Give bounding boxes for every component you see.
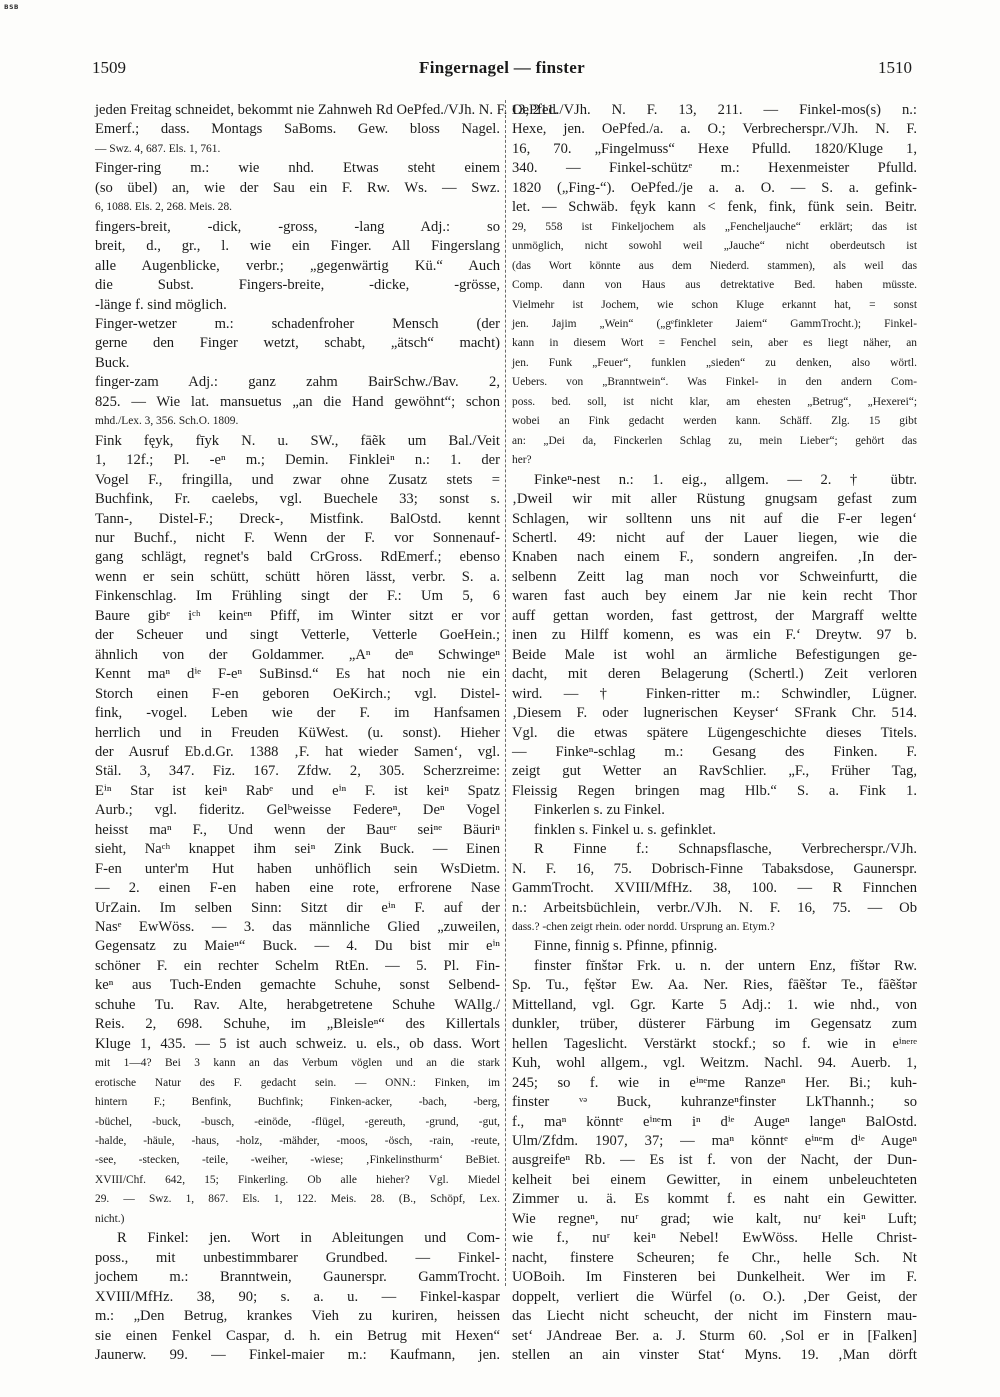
text-line: n.: Arbeitsbüchlein, verbr./VJh. N. F. 16, 75. — Ob <box>512 899 917 916</box>
text-line: wenn er sein schütt, schütt hören lässt, verbr. S. a. <box>95 568 500 585</box>
text-line: Finkeⁿ-nest n.: 1. eig., allgem. — 2. † übtr. <box>534 471 917 488</box>
text-line: XVIII/MfHz. 38, 90; s. a. u. — Finkel-kaspar <box>95 1288 500 1305</box>
text-line: breit, d., gr., l. wie ein Finger. All Fingerslang <box>95 238 500 255</box>
text-line: — Swz. 4, 687. Els. 1, 761. <box>95 142 221 155</box>
text-line: Jaunerw. 99. — Finkel-maier m.: Kaufmann, jen. <box>95 1347 500 1363</box>
text-line: ähnlich von der Goldammer. „Aⁿ deⁿ Schwingeⁿ <box>95 646 500 663</box>
text-line: Finne, finnig s. Pfinne, pfinnig. <box>534 938 718 955</box>
text-line: schöner F. ein rechter Schelm RtEn. — 5. Pl. Fin- <box>95 957 500 974</box>
text-line: doppelt, verliert die Würfel (o. O.). ‚Der Geist, der <box>512 1288 917 1305</box>
right-column <box>512 101 917 1365</box>
text-line: die Subst. Fingers-breite, -dicke, -grösse, <box>95 277 500 294</box>
text-line: Emerf.; dass. Montags SaBoms. Gew. bloss Nagel. <box>95 121 500 138</box>
left-column <box>95 101 558 1365</box>
text-line: let. — Schwäb. fęyk kann < fenk, fink, fünk sein. Beitr. <box>512 199 917 216</box>
text-line: 1820 („Fing-“). OePfed./je a. a. O. — S. a. gefink- <box>512 179 917 196</box>
text-line: Buck. <box>95 354 130 371</box>
text-line: an: „Dei da, Finckerlen Schlag zu, mein Lieber“; gehört das <box>512 434 917 447</box>
text-line: -see, -stecken, -teile, -weiher, -wiese; ‚Finkelinsthurm‘ BeBiet. <box>95 1154 500 1167</box>
text-line: fingers-breit, -dick, -gross, -lang Adj.: so <box>95 218 500 235</box>
text-line: hellen Tageslicht. Verstärkt stockf.; so f. wie in eⁱⁿᵉʳᵉ <box>512 1035 917 1052</box>
text-line: jochem m.: Branntwein, Gaunerspr. GammTrocht. <box>95 1269 500 1286</box>
text-line: Fleissig Regen bringen mag Hlb.“ S. a. Fink 1. <box>512 782 917 799</box>
text-line: XVIII/Chf. 642, 15; Finkerling. Ob alle hieher? Vgl. Miedel <box>95 1173 500 1186</box>
left-page-number: 1509 <box>92 58 126 77</box>
text-line: 1, 12f.; Pl. -eⁿ m.; Demin. Finkleiⁿ n.: 1. der <box>95 452 500 469</box>
text-line: Buchfink, Fr. caelebs, vgl. Buechele 33; sonst s. <box>95 491 500 508</box>
text-line: Beide Male ist wohl an ärmliche Befestigungen ge- <box>512 646 917 663</box>
text-line: — Finkeⁿ-schlag m.: Gesang des Finken. F. <box>512 743 917 760</box>
text-line: Stäl. 3, 347. Fiz. 167. Zfdw. 2, 305. Scherzreime: <box>95 763 500 780</box>
text-line: alle Augenblicke, verbr.; „gegenwärtig Kü.“ Auch <box>95 257 500 274</box>
text-line: 245; so f. wie in eⁱⁿᵉme Ranzeⁿ Her. Bi.; kuh- <box>512 1074 917 1091</box>
text-line: erotische Natur des F. gedacht sein. — ONN.: Finken, im <box>95 1076 500 1089</box>
text-line: 6, 1088. Els. 2, 268. Meis. 28. <box>95 201 233 214</box>
running-title: Fingernagel — finster <box>419 58 585 77</box>
text-line: der Ausruf Eb.d.Gr. 1388 ‚F. hat wieder Samen‘, vgl. <box>95 743 500 760</box>
text-line: dacht, mit deren Belagerung (Schertl.) Zeit verloren <box>512 666 917 683</box>
text-line: Nasᵉ EwWöss. — 3. das männliche Glied „zuweilen, <box>95 919 500 936</box>
text-line: -büchel, -buck, -busch, -einöde, -flügel, -gereuth, -grund, -gut, <box>95 1115 500 1128</box>
text-line: Comp. dann von Haus aus detrektative Bed. haben müsste. <box>512 279 917 292</box>
text-line: Tann-, Distel-F.; Dreck-, Mistfink. BalOstd. kennt <box>95 510 500 527</box>
text-line: Storch einen F-en geboren OeKirch.; vgl. Distel- <box>95 685 500 702</box>
text-line: Schlagen, wir solltenn uns nit auf die F-er legen‘ <box>512 510 917 527</box>
text-line: Hexe, jen. OePfed./a. a. O.; Verbrecherspr./VJh. N. F. <box>512 121 917 138</box>
text-line: Baure gibᵉ iᶜʰ keinᵉⁿ Pfiff, im Winter sitzt er vor <box>95 607 500 624</box>
text-line: Kuh, wohl allgem., vgl. Weitzm. Nachl. 94. Auerb. 1, <box>512 1055 917 1072</box>
text-line: auff gettan worden, fast gettrost, der Margraff weltte <box>512 607 917 624</box>
text-line: nicht.) <box>95 1212 125 1225</box>
text-line: -halde, -häule, -haus, -holz, -mähder, -moos, -ösch, -rain, -reute, <box>95 1135 500 1148</box>
text-line: UrZain. Im selben Sinn: Sitzt dir eⁱⁿ F. auf der <box>95 899 500 916</box>
text-line: OePfed./VJh. N. F. 13, 211. — Finkel-mos(s) n.: <box>512 102 917 118</box>
text-line: finklen s. Finkel u. s. gefinklet. <box>534 821 716 838</box>
text-line: Finger-ring m.: wie nhd. Etwas steht einem <box>95 160 500 177</box>
text-line: F-en unter'm Hut haben unhöflich sein WsDietm. <box>95 860 500 877</box>
text-line: 340. — Finkel-schützᵉ m.: Hexenmeister Pfulld. <box>512 160 917 177</box>
text-line: Wie regneⁿ, nuʳ grad; wie kalt, nuʳ keiⁿ Luft; <box>512 1210 917 1227</box>
text-line: Fink fęyk, fīyk N. u. SW., fāẽk um Bal./Veit <box>95 432 500 449</box>
text-line: (so übel) an, wie der Sau ein F. Rw. Ws. — Swz. <box>95 179 500 196</box>
text-line: R Finkel: jen. Wort in Ableitungen und Com- <box>117 1230 500 1247</box>
text-line: Zimmer u. ä. Es kommt f. es naht ein Gewitter. <box>512 1191 917 1208</box>
text-line: stellen an ain vinster Stat‘ Myns. 19. ‚Man dörft <box>512 1347 917 1363</box>
text-line: GammTrocht. XVIII/MfHz. 38, 100. — R Finnchen <box>512 880 917 897</box>
text-line: her? <box>512 454 532 467</box>
right-page-number: 1510 <box>877 58 912 77</box>
text-line: Finkenschlag. Im Frühling singt der F.: Um 5, 6 <box>95 588 500 605</box>
library-stamp: BSB <box>4 4 19 11</box>
text-line: wie f., nuʳ keiⁿ Nebel! EwWöss. Helle Christ- <box>512 1230 917 1247</box>
text-line: UOBoih. Im Finsteren bei Dunkelheit. Wer im F. <box>512 1269 917 1286</box>
text-line: poss. bed. soll, ist nicht klar, am ehesten „Betrug“, „Hexerei“; <box>512 395 917 408</box>
text-line: finster ᵛᵊ Buck, kuhranzeⁿfinster LkThannh.; so <box>512 1094 917 1111</box>
page-header <box>92 58 912 84</box>
text-line: 825. — Wie lat. mansuetus „an die Hand gewöhnt“; schon <box>95 393 500 410</box>
text-line: Gegensatz zu Maieⁿ“ Buck. — 4. Du bist mir eⁱⁿ <box>95 938 500 955</box>
text-line: m.: „Den Betrug, krankes Vieh zu kuriren, heissen <box>95 1308 500 1325</box>
text-line: gang schlägt, regnet's bald CrGross. RdEmerf.; ebenso <box>95 549 500 566</box>
text-line: kelheit bei einem Gewitter, in einem unbeleuchteten <box>512 1171 917 1188</box>
text-line: Reis. 2, 698. Schuhe, im „Bleisleⁿ“ des Killertals <box>95 1016 500 1033</box>
text-line: finger-zam Adj.: ganz zahm BairSchw./Bav. 2, <box>95 374 500 391</box>
text-line: sie einen Fenkel Caspar, d. h. ein Betrug mit Hexen“ <box>95 1327 500 1344</box>
text-line: Kluge 1, 435. — 5 ist auch schweiz. u. els., ob dass. Wort <box>95 1035 500 1052</box>
text-line: jeden Freitag schneidet, bekommt nie Zahnweh Rd OePfed./VJh. N. F. 13, 211. <box>95 102 558 118</box>
text-line: ausgreifeⁿ Rb. — Es ist f. von der Nacht, der Dun- <box>512 1152 917 1169</box>
text-line: mhd./Lex. 3, 356. Sch.O. 1809. <box>95 415 239 428</box>
text-line: Vielmehr ist Jochem, wie schon Kluge erkannt hat, = sonst <box>512 298 917 311</box>
text-line: Sp. Tu., fęštər Ew. Aa. Ner. Ries, fāẽštər Te., fāẽštər <box>512 977 917 994</box>
text-line: (das Wort könnte aus dem Niederd. stammen), als weil das <box>512 259 917 272</box>
text-line: wird. — † Finken-ritter m.: Schwindler, Lügner. <box>512 685 917 702</box>
text-line: 16, 70. „Fingelmuss“ Hexe Pfulld. 1820/Kluge 1, <box>512 140 917 157</box>
text-line: 29. — Swz. 1, 867. Els. 1, 122. Meis. 28. (B., Schöpf, Lex. <box>95 1193 500 1206</box>
text-line: Uebers. von „Branntwein“. Was Finkel- in den andern Com- <box>512 376 917 389</box>
text-line: nacht, finstere Scheuren; fe Chr., helle Sch. Nt <box>512 1249 917 1266</box>
text-line: Finger-wetzer m.: schadenfroher Mensch (der <box>95 315 500 332</box>
text-line: gerne den Finger wetzt, schabt, „ätsch“ macht) <box>95 335 500 352</box>
text-line: mit 1—4? Bei 3 kann an das Verbum vöglen und an die stark <box>95 1057 500 1070</box>
text-line: -länge f. sind möglich. <box>95 296 227 313</box>
text-line: unmöglich, nicht sowohl weil „Jauche“ nicht oberdeutsch ist <box>512 240 917 253</box>
text-line: dunkler, trüber, düsterer Färbung im Gegensatz zum <box>512 1016 917 1033</box>
text-line: — 2. einen F-en haben eine rote, erfrorene Nase <box>95 880 500 897</box>
text-line: wobei an Fink gedacht werden kann. Schäff. Zlg. 15 gibt <box>512 415 917 428</box>
text-line: jen. Funk „Feuer“, funklen „sieden“ zu denken, also wörtl. <box>512 356 917 369</box>
text-line: finster fīnštər Frk. u. n. der untern Enz, fīštər Rw. <box>534 957 917 974</box>
text-line: jen. Jajim „Wein“ („gᵉfinkleter Jaiem“ GammTrocht.); Finkel- <box>512 317 917 330</box>
text-line: kann in diesem Wort = Fenchel sein, aber es liegt näher, an <box>512 337 917 350</box>
text-line: N. F. 16, 75. Dobrisch-Finne Tabaksdose, Gaunerspr. <box>512 860 917 877</box>
text-line: Eⁱⁿ Star ist keiⁿ Rabᵉ und eⁱⁿ F. ist keiⁿ Spatz <box>95 782 500 799</box>
text-line: Finkerlen s. zu Finkel. <box>534 802 665 819</box>
text-line: schuhe Tu. Rav. Alte, herabgetretene Schuhe WAllg./ <box>95 996 500 1013</box>
text-line: f., maⁿ könntᵉ eⁱⁿᵉm iⁿ dⁱᵉ Augeⁿ langeⁿ BalOstd. <box>512 1113 917 1130</box>
text-line: ‚Dweil wir mit aller Rüstung gnugsam gefast zum <box>512 491 917 508</box>
text-line: Ulm/Zfdm. 1907, 37; — maⁿ könntᵉ eⁱⁿᵉm dⁱᵉ Augeⁿ <box>512 1133 917 1150</box>
text-line: Aurb.; vgl. fideritz. Gelᵇweisse Federeⁿ, Deⁿ Vogel <box>95 802 500 819</box>
text-line: dass.? -chen zeigt rhein. oder nordd. Ursprung an. Etym.? <box>512 921 775 934</box>
text-line: herrlich und in Freuden KüWest. (u. sonst). Hieher <box>95 724 500 741</box>
text-line: keⁿ aus Tuch-Enden gemachte Schuhe, sonst Selbend- <box>95 977 500 994</box>
text-line: Kennt maⁿ dⁱᵉ F-eⁿ SuBinsd.“ Es hat noch nie ein <box>95 666 500 683</box>
text-line: R Finne f.: Schnapsflasche, Verbrecherspr./VJh. <box>534 841 917 858</box>
text-line: das Liecht nicht scheucht, der nicht im Finstern mau- <box>512 1308 917 1325</box>
text-line: hintern F.; Benfink, Buchfink; Finken-acker, -bach, -berg, <box>95 1096 500 1109</box>
column-divider <box>505 100 507 1286</box>
text-line: fink, -vogel. Leben wie der F. im Hanfsamen <box>95 705 500 722</box>
text-line: 29, 558 ist Finkeljochem als „Fencheljauche“ erklärt; das ist <box>512 220 917 233</box>
text-line: selbenn Zeitt lag man noch vor Schweinfurtt, die <box>512 568 917 585</box>
text-line: inen zu Hilff komenn, es was ein F.‘ Dreytw. 97 b. <box>512 627 917 644</box>
text-line: waren fast auch bey einem Jar nie kein recht Thor <box>512 588 917 605</box>
text-line: set‘ JAndreae Ber. a. J. Sturm 60. ‚Sol er in [Falken] <box>512 1327 917 1344</box>
text-line: der Scheuer und singt Vetterle, Vetterle GoeHein.; <box>95 627 500 644</box>
text-line: poss., mit unbestimmbarer Grundbed. — Finkel- <box>95 1249 500 1266</box>
text-line: sieht, Naᶜʰ knappet ihm seiⁿ Zink Buck. — Einen <box>95 841 500 858</box>
text-line: nur Buchf., nicht F. Wenn der F. vor Sonnenauf- <box>95 529 500 546</box>
text-line: zeigt gut Wetter an RavSchlier. „F., Früher Tag, <box>512 763 917 780</box>
text-line: Knaben nach einem F., sondern angreifen. ‚In der- <box>512 549 917 566</box>
text-line: heisst maⁿ F., Und wenn der Bauᵉʳ seiⁿᵉ Bäuriⁿ <box>95 821 500 838</box>
text-line: ‚Diesem F. oder lugnerischen Keyser‘ SFrank Chr. 514. <box>512 705 917 722</box>
text-line: Vogel F., fringilla, und zwar ohne Zusatz stets = <box>95 471 500 488</box>
text-line: Mittelland, vgl. Ggr. Karte 5 Adj.: 1. wie nhd., von <box>512 996 917 1013</box>
text-line: Vgl. die etwas spätere Lügengeschichte dieses Titels. <box>512 724 917 741</box>
text-line: Schertl. 49: nicht auf der Lauer liegen, wie die <box>512 529 917 546</box>
